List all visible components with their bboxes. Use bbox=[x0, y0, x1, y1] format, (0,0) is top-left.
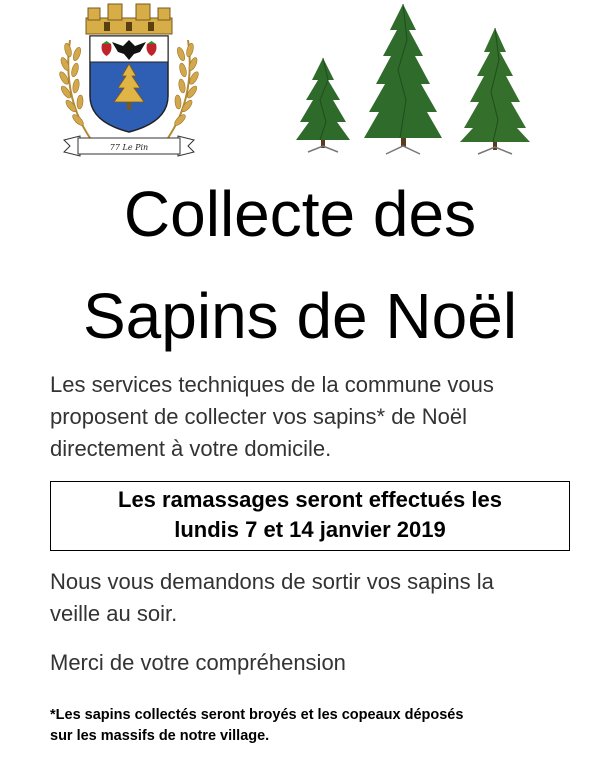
intro-line: directement à votre domicile. bbox=[50, 436, 332, 461]
request-paragraph bbox=[50, 566, 570, 630]
footnote bbox=[50, 705, 580, 747]
footnote-line: *Les sapins collectés seront broyés et les copeaux déposés bbox=[50, 707, 464, 723]
request-line: veille au soir. bbox=[50, 601, 178, 626]
intro-paragraph bbox=[50, 369, 570, 465]
collection-dates-box bbox=[50, 481, 570, 551]
crest-motto: 77 Le Pin bbox=[109, 143, 149, 152]
thanks-text: Merci de votre compréhension bbox=[50, 650, 346, 675]
title-line-1: Collecte des bbox=[123, 178, 477, 250]
footnote-line: sur les massifs de notre village. bbox=[50, 728, 270, 744]
title-line-2: Sapins de Noël bbox=[82, 280, 518, 352]
municipal-coat-of-arms bbox=[50, 0, 208, 160]
wheat-left-icon bbox=[58, 40, 90, 138]
christmas-trees-illustration bbox=[290, 0, 540, 160]
wheat-right-icon bbox=[168, 40, 200, 138]
intro-line: proposent de collecter vos sapins* de Noël bbox=[50, 404, 468, 429]
mural-crown-icon bbox=[86, 4, 172, 34]
request-line: Nous vous demandons de sortir vos sapins la bbox=[50, 569, 494, 594]
medium-tree-icon bbox=[460, 28, 530, 154]
shield-icon bbox=[90, 36, 168, 132]
large-tree-icon bbox=[364, 4, 442, 154]
small-tree-icon bbox=[296, 58, 350, 152]
collection-notice-line: Les ramassages seront effectués les bbox=[118, 487, 502, 512]
collection-dates-line: lundis 7 et 14 janvier 2019 bbox=[174, 517, 446, 542]
intro-line: Les services techniques de la commune vous bbox=[50, 372, 494, 397]
motto-ribbon bbox=[64, 136, 194, 156]
